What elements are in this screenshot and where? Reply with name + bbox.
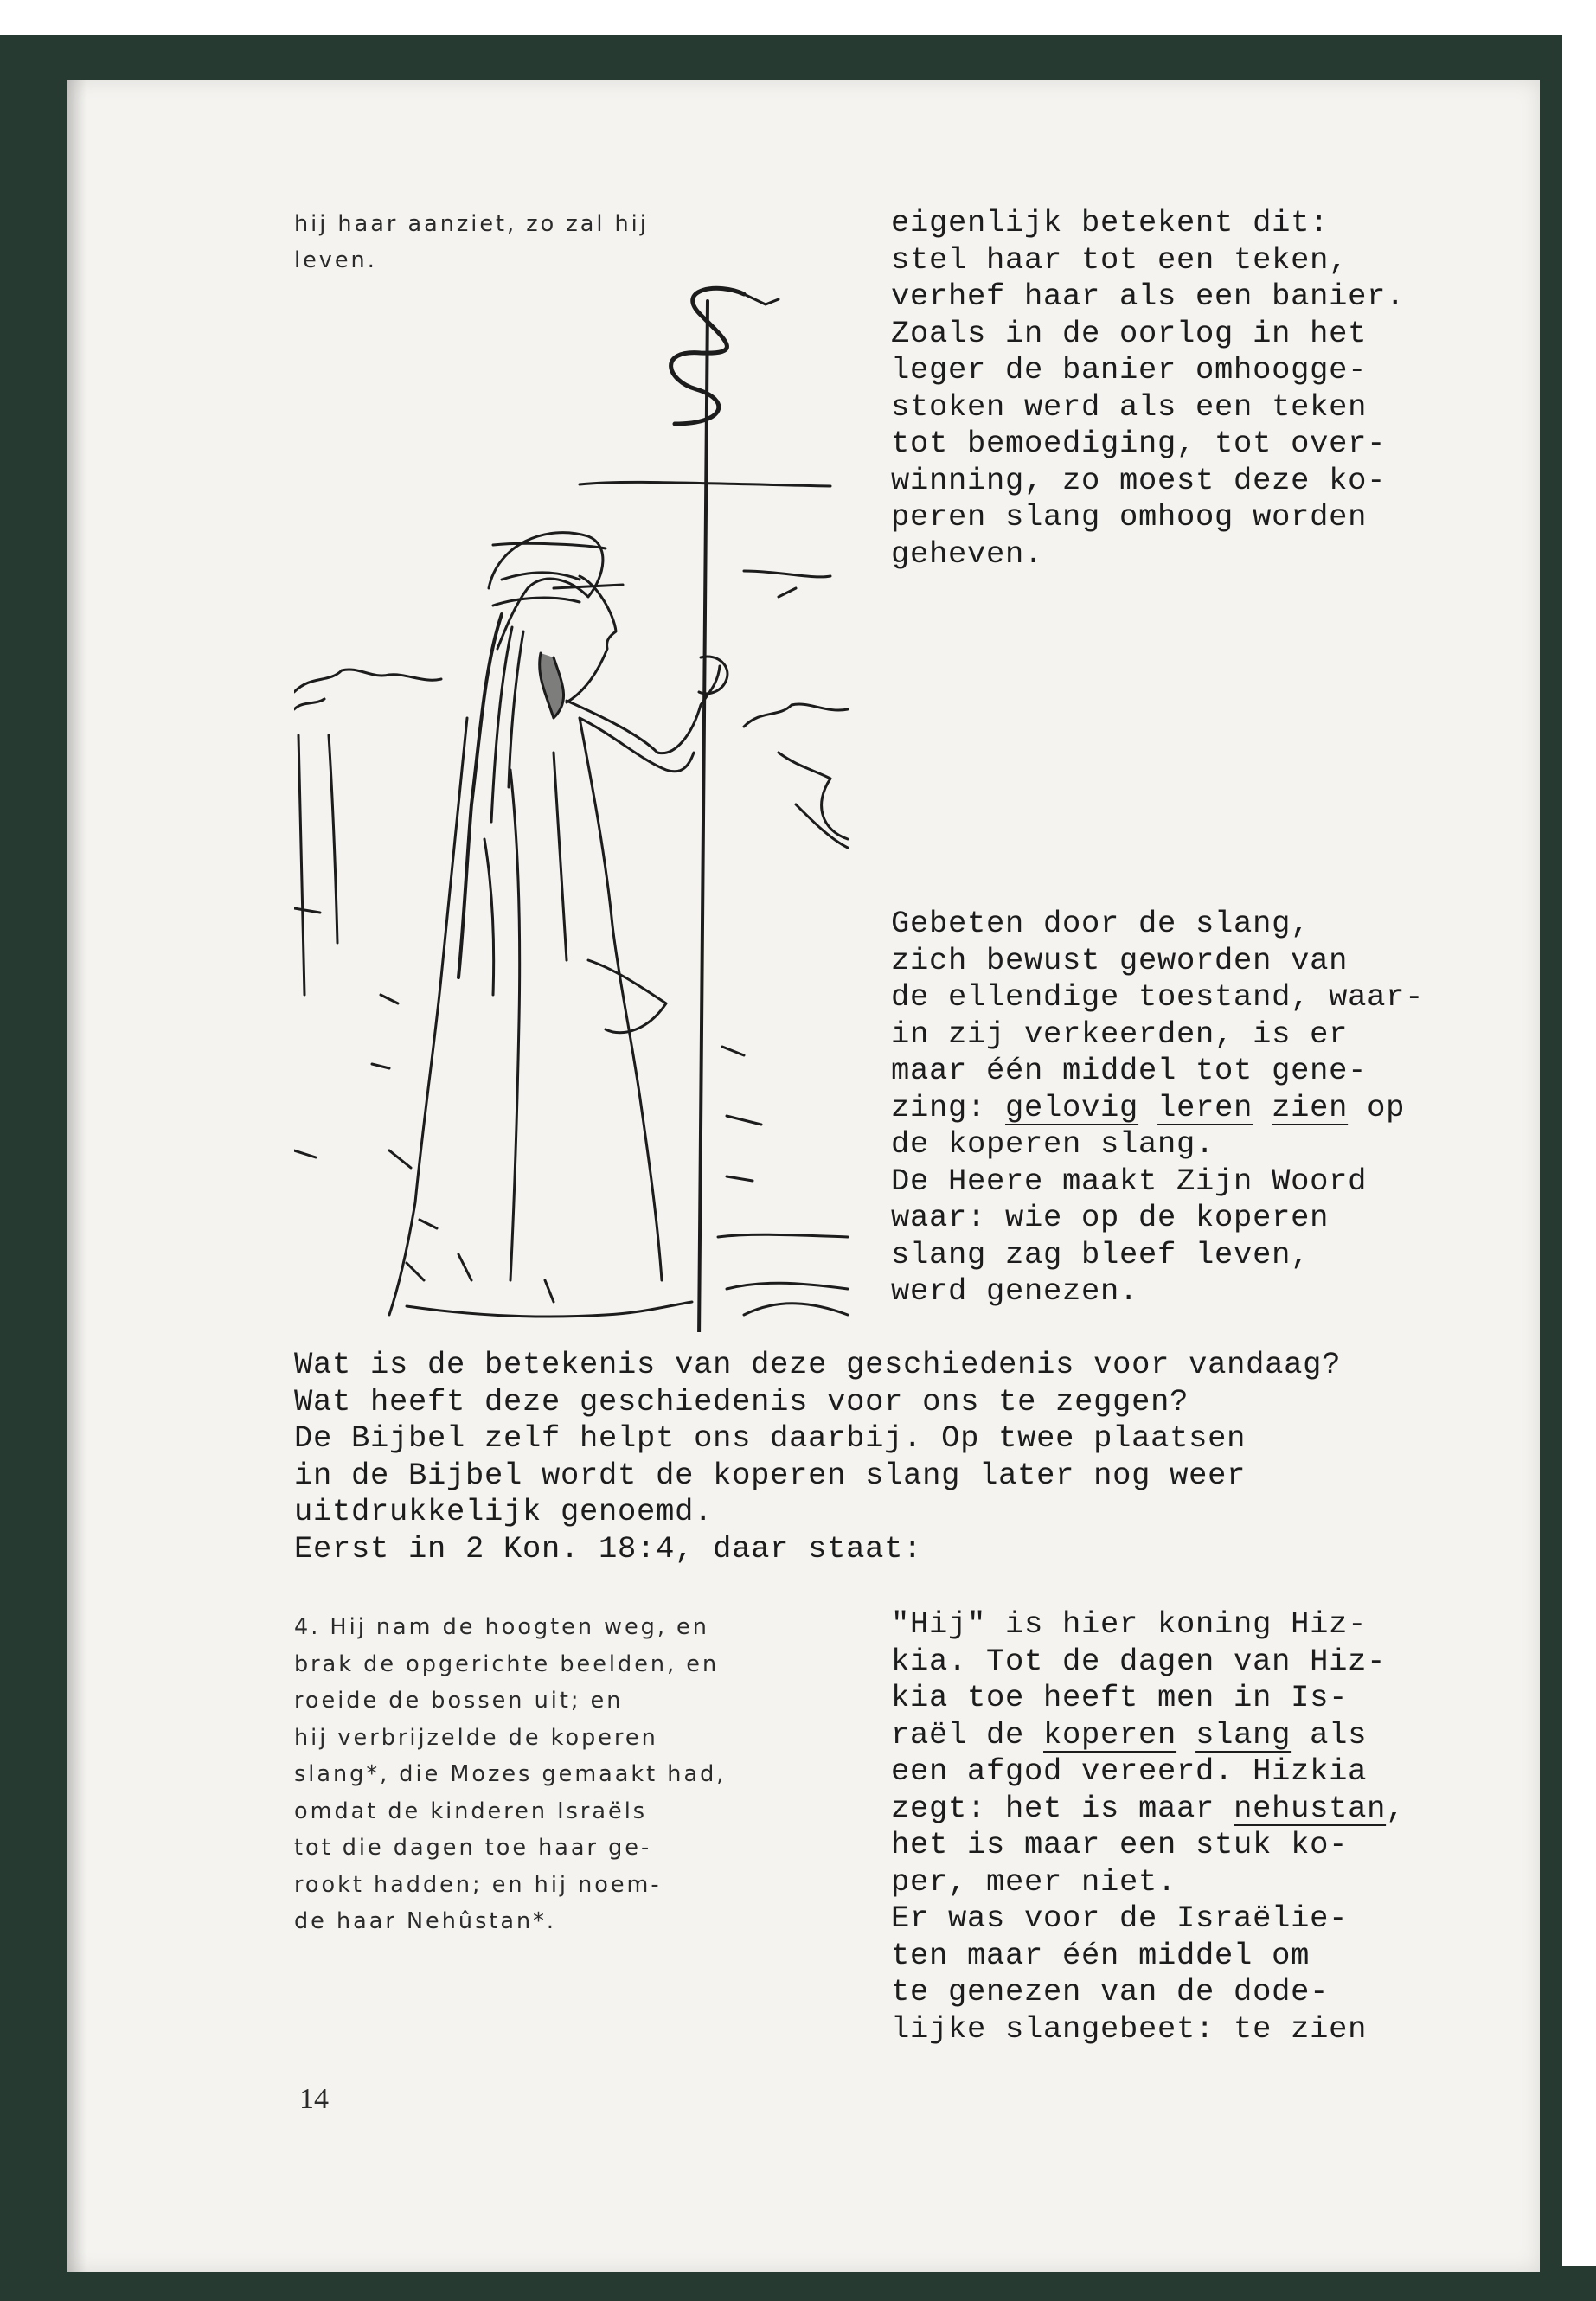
text-line: Gebeten door de slang, [891, 906, 1311, 941]
quote-line: hij verbrijzelde de koperen [294, 1724, 658, 1751]
text-line: stoken werd als een teken [891, 388, 1368, 425]
text-fragment: zing: [891, 1089, 1006, 1125]
text-line: per, meer niet. [891, 1863, 1177, 1900]
spine-shadow [67, 80, 87, 2272]
text-line: tot bemoediging, tot over- [891, 426, 1387, 461]
quote-line: tot die dagen toe haar ge- [294, 1835, 652, 1861]
text-line: peren slang omhoog worden [891, 499, 1368, 535]
text-line-with-underlines [891, 1717, 1367, 1754]
quote-top-line-2: leven. [294, 247, 377, 273]
text-line: "Hij" is hier koning Hiz- [891, 1606, 1368, 1642]
underlined-word: nehustan [1234, 1790, 1387, 1826]
text-line: waar: wie op de koperen [891, 1200, 1330, 1235]
text-line: ten maar één middel om [891, 1937, 1311, 1973]
vegetation-right [744, 704, 848, 727]
text-line: Wat heeft deze geschiedenis voor ons te zeggen? [294, 1383, 1189, 1420]
text-line: kia toe heeft men in Is- [891, 1680, 1349, 1715]
text-line: geheven. [891, 535, 1044, 572]
text-line: het is maar een stuk ko- [891, 1827, 1349, 1862]
beard [540, 653, 564, 718]
quote-line: omdat de kinderen Israëls [294, 1798, 648, 1824]
text-line: te genezen van de dode- [891, 1974, 1330, 2009]
turban [489, 533, 603, 649]
quote-line: roeide de bossen uit; en [294, 1688, 624, 1714]
text-line: eigenlijk betekent dit: [891, 205, 1330, 240]
text-line: verhef haar als een banier. [891, 279, 1406, 314]
page-number: 14 [299, 2083, 329, 2115]
text-line: lijke slangebeet: te zien [891, 2010, 1368, 2047]
vegetation-left [294, 670, 441, 692]
quote-line: brak de opgerichte beelden, en [294, 1650, 720, 1677]
text-line: Wat is de betekenis van deze geschiedenis voor vandaag? [294, 1347, 1342, 1382]
text-line: in zij verkeerden, is er [891, 1016, 1349, 1052]
text-line-with-underline [891, 1791, 1405, 1828]
moses-serpent-illustration [294, 285, 855, 1332]
underlined-word: leren [1157, 1089, 1253, 1125]
background-top [0, 0, 1596, 35]
text-line: winning, zo moest deze ko- [891, 462, 1387, 498]
text-line: in de Bijbel wordt de koperen slang later nog weer [294, 1457, 1247, 1493]
text-fragment: raël de [891, 1716, 1044, 1753]
quote-line: slang*, die Mozes gemaakt had, [294, 1761, 727, 1787]
hair [458, 614, 502, 977]
robe-right [580, 718, 662, 1280]
text-line: kia. Tot de dagen van Hiz- [891, 1643, 1387, 1679]
underlined-word: gelovig [1005, 1089, 1139, 1125]
text-fragment: op [1348, 1089, 1406, 1125]
quote-line: de haar Nehûstan*. [294, 1908, 556, 1934]
text-line: stel haar tot een teken, [891, 241, 1349, 278]
text-fragment: als [1291, 1716, 1368, 1753]
text-fragment: , [1386, 1790, 1406, 1826]
quote-top-line-1: hij haar aanziet, zo zal hij [294, 211, 649, 237]
text-line: Zoals in de oorlog in het [891, 315, 1368, 351]
text-line: leger de banier omhoogge- [891, 352, 1368, 388]
underlined-word: slang [1195, 1716, 1292, 1753]
text-line: maar één middel tot gene- [891, 1053, 1368, 1088]
text-line: zich bewust geworden van [891, 942, 1349, 978]
text-line: de ellendige toestand, waar- [891, 979, 1425, 1015]
text-line: Er was voor de Israëlie- [891, 1900, 1349, 1936]
text-line: Eerst in 2 Kon. 18:4, daar staat: [294, 1530, 923, 1567]
text-line: De Bijbel zelf helpt ons daarbij. Op twee plaatsen [294, 1420, 1247, 1456]
quote-line: rookt hadden; en hij noem- [294, 1871, 662, 1898]
background-right [1562, 35, 1596, 2266]
text-line: de koperen slang. [891, 1126, 1215, 1162]
underlined-word: zien [1272, 1089, 1349, 1125]
text-fragment: zegt: het is maar [891, 1790, 1234, 1826]
text-line: slang zag bleef leven, [891, 1236, 1311, 1272]
quote-line: 4. Hij nam de hoogten weg, en [294, 1614, 709, 1640]
text-line: uitdrukkelijk genoemd. [294, 1494, 714, 1529]
underlined-word: koperen [1043, 1716, 1177, 1753]
text-line: een afgod vereerd. Hizkia [891, 1753, 1368, 1789]
text-line-with-underlines [891, 1090, 1405, 1127]
staff [699, 301, 708, 1332]
text-line: De Heere maakt Zijn Woord [891, 1163, 1368, 1199]
text-line: werd genezen. [891, 1273, 1139, 1309]
